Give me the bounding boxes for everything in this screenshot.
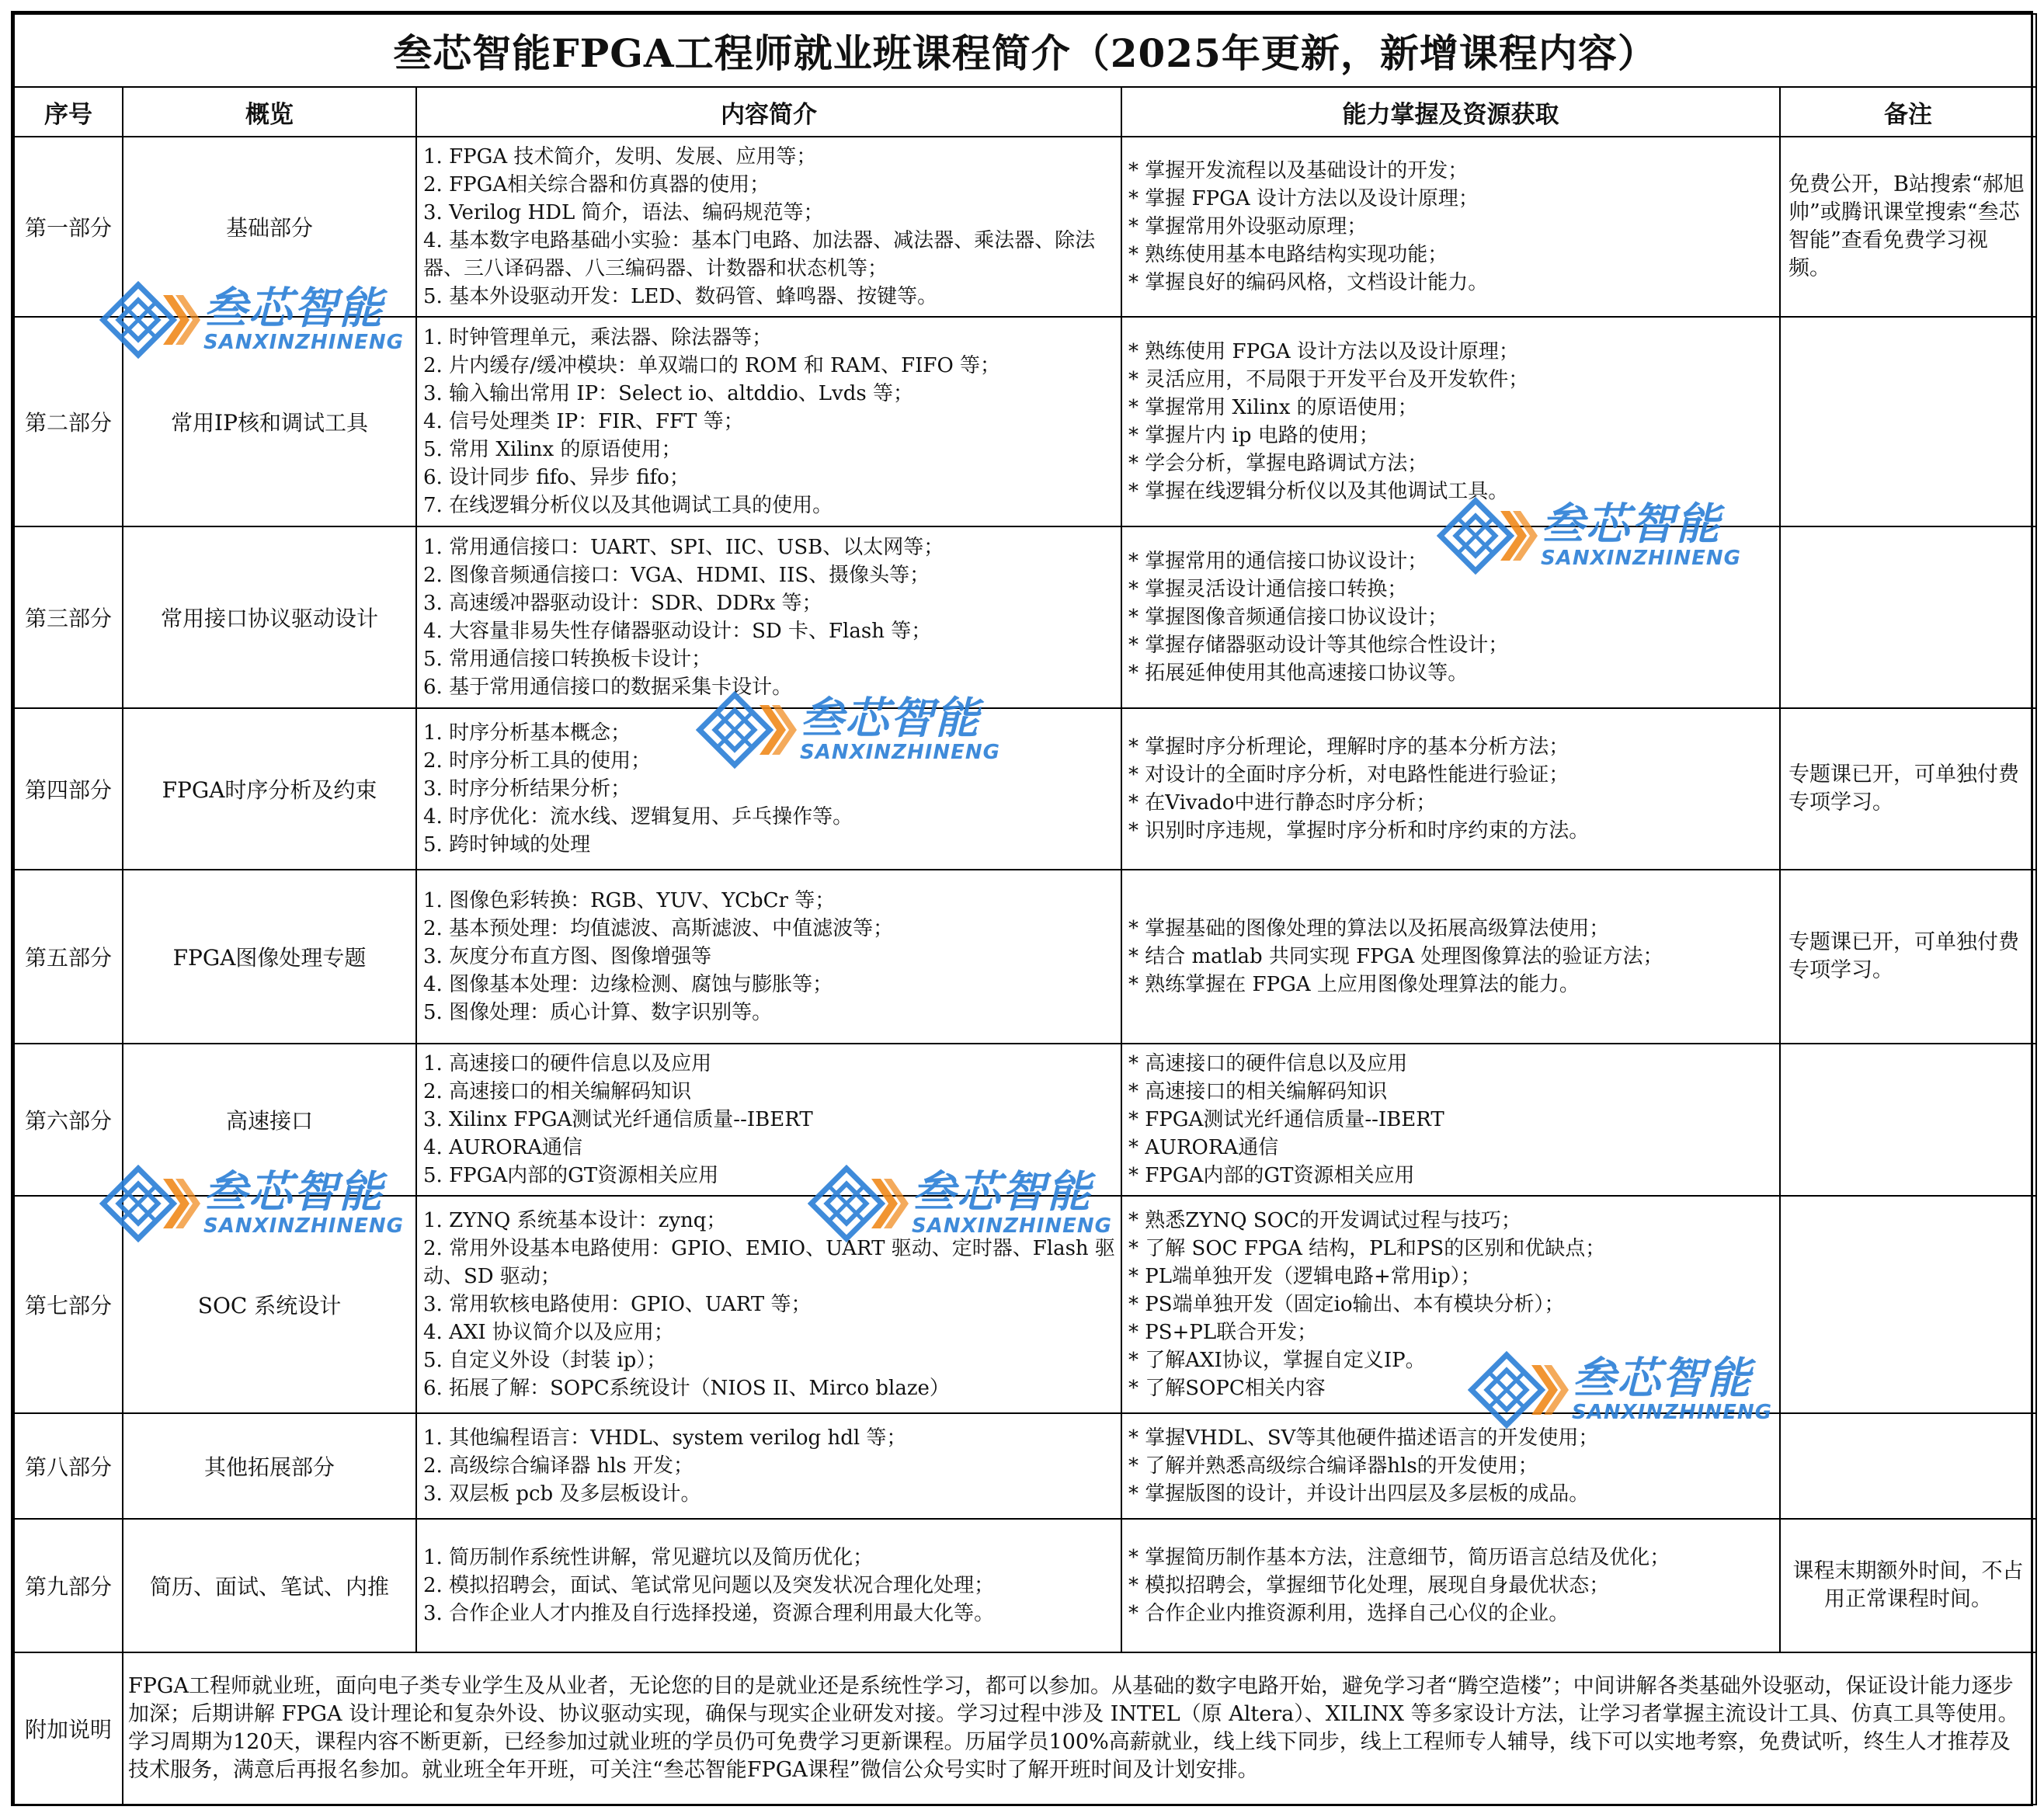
row-ability	[1121, 526, 1780, 708]
course-row	[14, 708, 2036, 870]
ability-line: * 掌握存储器驱动设计等其他综合性设计；	[1128, 634, 1509, 657]
ability-line: * 熟悉ZYNQ SOC的开发调试过程与技巧；	[1128, 1209, 1521, 1232]
row-note: 免费公开，B站搜索“郝旭帅”或腾讯课堂搜索“叁芯智能”查看免费学习视频。	[1780, 137, 2036, 317]
ability-line: * 掌握灵活设计通信接口转换；	[1128, 578, 1408, 601]
row-content	[416, 1196, 1121, 1413]
ability-line: * 掌握版图的设计，并设计出四层及多层板的成品。	[1128, 1482, 1590, 1506]
brand-name-en: SANXINZHINENG	[203, 331, 404, 354]
row-overview: 其他拓展部分	[123, 1413, 416, 1519]
course-table	[13, 13, 2037, 1805]
ability-line: * FPGA内部的GT资源相关应用	[1128, 1164, 1415, 1187]
row-ability	[1121, 137, 1780, 317]
content-line: 3. 合作企业人才内推及自行选择投递，资源合理利用最大化等。	[423, 1602, 995, 1625]
row-content	[416, 317, 1121, 526]
course-row	[14, 870, 2036, 1044]
extra-row	[14, 1652, 2036, 1805]
row-content	[416, 1044, 1121, 1196]
row-overview: FPGA图像处理专题	[123, 870, 416, 1044]
row-number: 第三部分	[14, 526, 123, 708]
row-overview: 简历、面试、笔试、内推	[123, 1519, 416, 1652]
row-number: 第二部分	[14, 317, 123, 526]
row-note: 专题课已开，可单独付费专项学习。	[1780, 708, 2036, 870]
content-line: 4. 时序优化：流水线、逻辑复用、乒乓操作等。	[423, 805, 853, 829]
ability-line: * 掌握基础的图像处理的算法以及拓展高级算法使用；	[1128, 917, 1610, 940]
brand-name-en: SANXINZHINENG	[203, 1214, 404, 1238]
brand-name-cn: 叁芯智能	[800, 693, 980, 744]
row-ability	[1121, 708, 1780, 870]
page-title: 叁芯智能FPGA工程师就业班课程简介（2025年更新，新增课程内容）	[14, 14, 2036, 87]
ability-line: * PS端单独开发（固定io输出、本有模块分析）；	[1128, 1293, 1565, 1316]
ability-line: * PL端单独开发（逻辑电路+常用ip）；	[1128, 1265, 1481, 1288]
row-number: 第五部分	[14, 870, 123, 1044]
content-line: 1. 图像色彩转换：RGB、YUV、YCbCr 等；	[423, 889, 836, 912]
row-note	[1780, 526, 2036, 708]
course-row	[14, 1196, 2036, 1413]
content-line: 2. 高级综合编译器 hls 开发；	[423, 1454, 694, 1478]
ability-line: * 掌握VHDL、SV等其他硬件描述语言的开发使用；	[1128, 1426, 1599, 1450]
row-note	[1780, 317, 2036, 526]
ability-line: * 结合 matlab 共同实现 FPGA 处理图像算法的验证方法；	[1128, 945, 1663, 968]
row-ability	[1121, 1413, 1780, 1519]
content-line: 1. FPGA 技术简介，发明、发展、应用等；	[423, 145, 817, 168]
content-line: 3. 输入输出常用 IP：Select io、altddio、Lvds 等；	[423, 382, 913, 405]
course-row	[14, 1044, 2036, 1196]
row-overview: 常用IP核和调试工具	[123, 317, 416, 526]
content-line: 6. 拓展了解：SOPC系统设计（NIOS II、Mirco blaze）	[423, 1377, 950, 1400]
content-line: 3. Verilog HDL 简介，语法、编码规范等；	[423, 201, 824, 224]
ability-line: * 掌握 FPGA 设计方法以及设计原理；	[1128, 187, 1479, 210]
course-table-sheet	[11, 11, 2033, 1806]
content-line: 2. FPGA相关综合器和仿真器的使用；	[423, 173, 770, 196]
row-overview: 高速接口	[123, 1044, 416, 1196]
header-ability: 能力掌握及资源获取	[1121, 87, 1780, 137]
ability-line: * 掌握时序分析理论，理解时序的基本分析方法；	[1128, 735, 1570, 759]
content-line: 2. 时序分析工具的使用；	[423, 749, 652, 773]
row-ability	[1121, 1196, 1780, 1413]
ability-line: * 高速接口的相关编解码知识	[1128, 1080, 1388, 1103]
row-note	[1780, 1413, 2036, 1519]
content-line: 6. 设计同步 fifo、异步 fifo；	[423, 466, 690, 489]
ability-line: * 掌握图像音频通信接口协议设计；	[1128, 606, 1448, 629]
content-line: 4. AURORA通信	[423, 1136, 583, 1159]
content-line: 4. 基本数字电路基础小实验：基本门电路、加法器、减法器、乘法器、除法器、三八译码器、八三编码器、计数器和状态机等；	[423, 229, 1096, 280]
content-line: 5. FPGA内部的GT资源相关应用	[423, 1164, 719, 1187]
row-ability	[1121, 1044, 1780, 1196]
content-line: 1. 高速接口的硬件信息以及应用	[423, 1052, 712, 1075]
ability-line: * 合作企业内推资源利用，选择自己心仪的企业。	[1128, 1602, 1570, 1625]
header-no: 序号	[14, 87, 123, 137]
content-line: 5. 跨时钟域的处理	[423, 833, 591, 856]
content-line: 5. 常用 Xilinx 的原语使用；	[423, 438, 682, 461]
ability-line: * 了解并熟悉高级综合编译器hls的开发使用；	[1128, 1454, 1538, 1478]
ability-line: * 模拟招聘会，掌握细节化处理，展现自身最优状态；	[1128, 1574, 1610, 1597]
content-line: 2. 常用外设基本电路使用：GPIO、EMIO、UART 驱动、定时器、Flash 驱动、SD 驱动；	[423, 1237, 1115, 1288]
ability-line: * 掌握常用外设驱动原理；	[1128, 215, 1368, 238]
row-number: 第八部分	[14, 1413, 123, 1519]
row-number: 第七部分	[14, 1196, 123, 1413]
content-line: 3. 时序分析结果分析；	[423, 777, 631, 801]
ability-line: * 灵活应用，不局限于开发平台及开发软件；	[1128, 368, 1529, 391]
content-line: 2. 片内缓存/缓冲模块：单双端口的 ROM 和 RAM、FIFO 等；	[423, 354, 1001, 377]
ability-line: * 掌握在线逻辑分析仪以及其他调试工具。	[1128, 480, 1509, 503]
row-note: 课程末期额外时间，不占用正常课程时间。	[1780, 1519, 2036, 1652]
content-line: 1. 简历制作系统性讲解，常见避坑以及简历优化；	[423, 1546, 874, 1569]
row-overview: SOC 系统设计	[123, 1196, 416, 1413]
content-line: 7. 在线逻辑分析仪以及其他调试工具的使用。	[423, 494, 833, 517]
header-overview: 概览	[123, 87, 416, 137]
brand-name-en: SANXINZHINENG	[800, 741, 1000, 764]
ability-line: * 熟练使用基本电路结构实现功能；	[1128, 243, 1448, 266]
row-content	[416, 526, 1121, 708]
content-line: 2. 图像音频通信接口：VGA、HDMI、IIS、摄像头等；	[423, 564, 930, 587]
ability-line: * 对设计的全面时序分析，对电路性能进行验证；	[1128, 763, 1570, 787]
row-overview: FPGA时序分析及约束	[123, 708, 416, 870]
course-row	[14, 317, 2036, 526]
ability-line: * 了解SOPC相关内容	[1128, 1377, 1326, 1400]
title-row	[14, 14, 2036, 87]
brand-name-en: SANXINZHINENG	[912, 1214, 1112, 1238]
content-line: 2. 基本预处理：均值滤波、高斯滤波、中值滤波等；	[423, 917, 894, 940]
row-ability	[1121, 1519, 1780, 1652]
content-line: 3. 常用软核电路使用：GPIO、UART 等；	[423, 1293, 812, 1316]
ability-line: * 识别时序违规，掌握时序分析和时序约束的方法。	[1128, 819, 1590, 842]
ability-line: * 掌握简历制作基本方法，注意细节，简历语言总结及优化；	[1128, 1546, 1670, 1569]
content-line: 3. 双层板 pcb 及多层板设计。	[423, 1482, 701, 1506]
ability-line: * 在Vivado中进行静态时序分析；	[1128, 791, 1437, 815]
row-content	[416, 1519, 1121, 1652]
content-line: 4. 大容量非易失性存储器驱动设计：SD 卡、Flash 等；	[423, 620, 932, 643]
row-content	[416, 870, 1121, 1044]
course-row	[14, 526, 2036, 708]
brand-name-cn: 叁芯智能	[1541, 499, 1721, 550]
row-note: 专题课已开，可单独付费专项学习。	[1780, 870, 2036, 1044]
ability-line: * 掌握常用的通信接口协议设计；	[1128, 550, 1428, 573]
row-content	[416, 137, 1121, 317]
ability-line: * 掌握开发流程以及基础设计的开发；	[1128, 159, 1469, 182]
content-line: 1. 常用通信接口：UART、SPI、IIC、USB、以太网等；	[423, 536, 944, 559]
row-number: 第四部分	[14, 708, 123, 870]
ability-line: * 掌握良好的编码风格，文档设计能力。	[1128, 271, 1489, 294]
ability-line: * 了解AXI协议，掌握自定义IP。	[1128, 1349, 1426, 1372]
row-ability	[1121, 870, 1780, 1044]
course-row	[14, 1519, 2036, 1652]
brand-name-cn: 叁芯智能	[203, 283, 384, 334]
content-line: 1. 时钟管理单元，乘法器、除法器等；	[423, 326, 773, 349]
ability-line: * 掌握片内 ip 电路的使用；	[1128, 424, 1379, 447]
extra-text: FPGA工程师就业班，面向电子类专业学生及从业者，无论您的目的是就业还是系统性学习，都可以参加。从基础的数字电路开始，避免学习者“腾空造楼”；中间讲解各类基础外设驱动，保证设计能力逐步加深；后期讲解 FPGA 设计理论和复杂外设、协议驱动实现，确保与现实企业研发对接。学习过程中涉及 INTEL（原 Altera）、XILINX 等多家设计方法，让学习者掌握主流设计工具、仿真工具等使用。学习周期为120天，课程内容不断更新，已经参加过就业班的学员仍可免费学习更新课程。历届学员100%高薪就业，线上线下同步，线上工程师专人辅导，线下可以实地考察，免费试听，终生人才推荐及技术服务，满意后再报名参加。就业班全年开班，可关注“叁芯智能FPGA课程”微信公众号实时了解开班时间及计划安排。	[123, 1652, 2036, 1805]
content-line: 2. 模拟招聘会，面试、笔试常见问题以及突发状况合理化处理；	[423, 1574, 995, 1597]
row-content	[416, 1413, 1121, 1519]
row-number: 第一部分	[14, 137, 123, 317]
ability-line: * 熟练掌握在 FPGA 上应用图像处理算法的能力。	[1128, 973, 1580, 996]
content-line: 4. 信号处理类 IP：FIR、FFT 等；	[423, 410, 744, 433]
content-line: 1. 其他编程语言：VHDL、system verilog hdl 等；	[423, 1426, 907, 1450]
row-note	[1780, 1044, 2036, 1196]
brand-name-cn: 叁芯智能	[1572, 1353, 1752, 1404]
row-number: 第六部分	[14, 1044, 123, 1196]
ability-line: * 高速接口的硬件信息以及应用	[1128, 1052, 1408, 1075]
content-line: 5. 常用通信接口转换板卡设计；	[423, 648, 712, 671]
ability-line: * 学会分析，掌握电路调试方法；	[1128, 452, 1428, 475]
header-row	[14, 87, 2036, 137]
content-line: 5. 图像处理：质心计算、数字识别等。	[423, 1001, 773, 1024]
ability-line: * FPGA测试光纤通信质量--IBERT	[1128, 1108, 1444, 1131]
course-row	[14, 1413, 2036, 1519]
extra-label: 附加说明	[14, 1652, 123, 1805]
row-ability	[1121, 317, 1780, 526]
content-line: 5. 基本外设驱动开发：LED、数码管、蜂鸣器、按键等。	[423, 285, 938, 308]
content-line: 3. 灰度分布直方图、图像增强等	[423, 945, 712, 968]
content-line: 1. 时序分析基本概念；	[423, 721, 631, 745]
content-line: 3. 高速缓冲器驱动设计：SDR、DDRx 等；	[423, 592, 822, 615]
content-line: 2. 高速接口的相关编解码知识	[423, 1080, 692, 1103]
ability-line: * 熟练使用 FPGA 设计方法以及设计原理；	[1128, 340, 1519, 363]
content-line: 6. 基于常用通信接口的数据采集卡设计。	[423, 676, 793, 699]
content-line: 5. 自定义外设（封装 ip）；	[423, 1349, 667, 1372]
row-overview: 常用接口协议驱动设计	[123, 526, 416, 708]
row-content	[416, 708, 1121, 870]
ability-line: * 拓展延伸使用其他高速接口协议等。	[1128, 662, 1469, 685]
row-number: 第九部分	[14, 1519, 123, 1652]
content-line: 1. ZYNQ 系统基本设计：zynq；	[423, 1209, 727, 1232]
course-row	[14, 137, 2036, 317]
brand-name-cn: 叁芯智能	[203, 1167, 384, 1218]
header-content: 内容简介	[416, 87, 1121, 137]
ability-line: * 掌握常用 Xilinx 的原语使用；	[1128, 396, 1418, 419]
ability-line: * 了解 SOC FPGA 结构，PL和PS的区别和优缺点；	[1128, 1237, 1606, 1260]
brand-name-cn: 叁芯智能	[912, 1167, 1092, 1218]
ability-line: * PS+PL联合开发；	[1128, 1321, 1318, 1344]
brand-name-en: SANXINZHINENG	[1541, 547, 1741, 570]
row-overview: 基础部分	[123, 137, 416, 317]
row-note	[1780, 1196, 2036, 1413]
content-line: 3. Xilinx FPGA测试光纤通信质量--IBERT	[423, 1108, 813, 1131]
header-note: 备注	[1780, 87, 2036, 137]
ability-line: * AURORA通信	[1128, 1136, 1279, 1159]
brand-name-en: SANXINZHINENG	[1572, 1401, 1772, 1424]
content-line: 4. AXI 协议简介以及应用；	[423, 1321, 674, 1344]
content-line: 4. 图像基本处理：边缘检测、腐蚀与膨胀等；	[423, 973, 833, 996]
